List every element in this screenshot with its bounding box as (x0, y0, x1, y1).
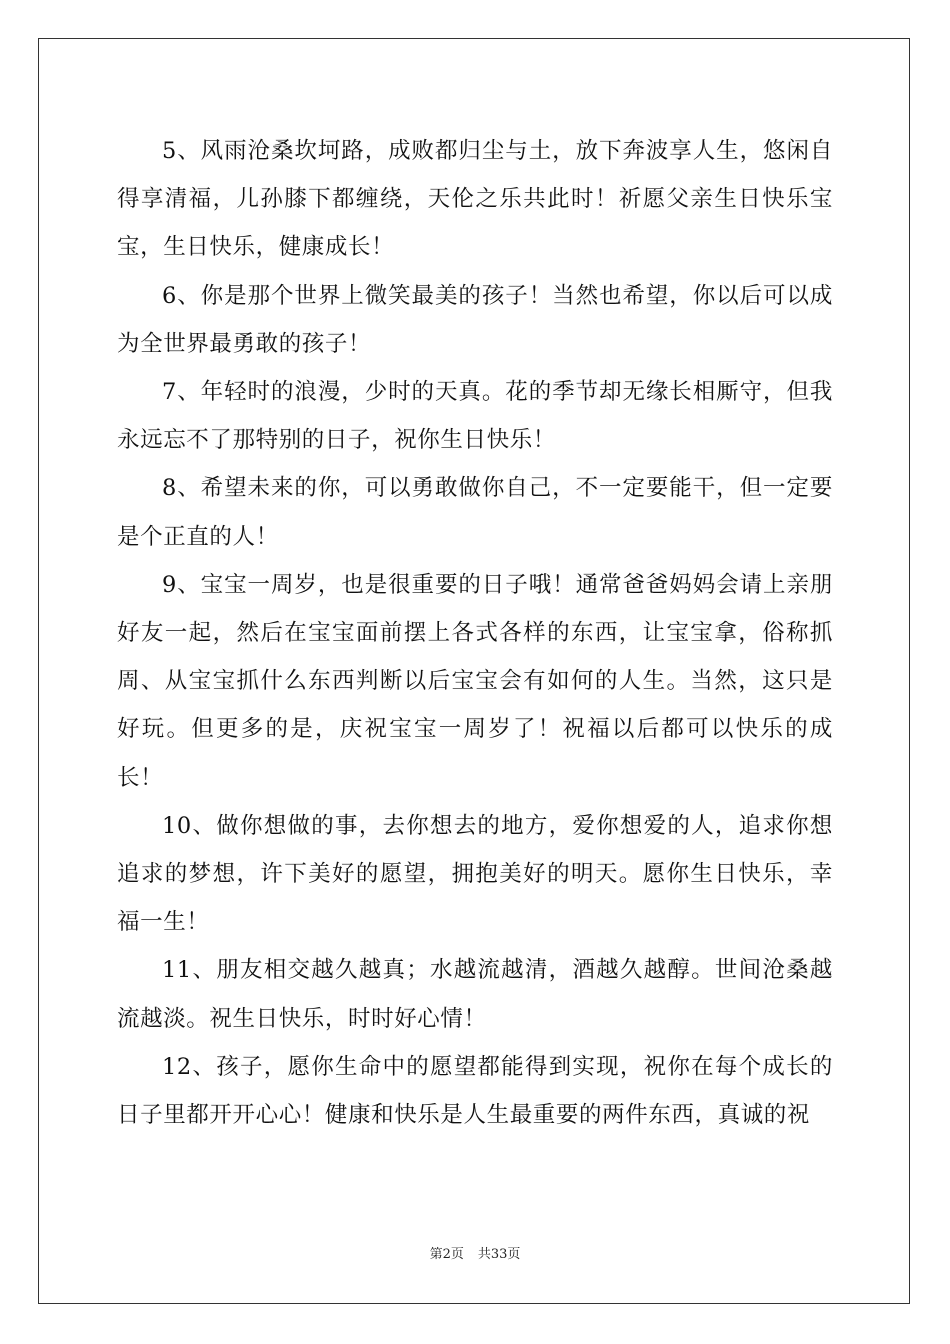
paragraph-11: 11、朋友相交越久越真；水越流越清，酒越久越醇。世间沧桑越流越淡。祝生日快乐，时时好心情！ (117, 957, 833, 1032)
paragraph-10: 10、做你想做的事，去你想去的地方，爱你想爱的人，追求你想追求的梦想，许下美好的愿望，拥抱美好的明天。愿你生日快乐，幸福一生！ (117, 812, 833, 936)
paragraph-8: 8、希望未来的你，可以勇敢做你自己，不一定要能干，但一定要是个正直的人！ (117, 475, 833, 550)
page-total: 共33页 (477, 1247, 521, 1262)
paragraph-6: 6、你是那个世界上微笑最美的孩子！当然也希望，你以后可以成为全世界最勇敢的孩子！ (117, 282, 833, 357)
paragraph-7: 7、年轻时的浪漫，少时的天真。花的季节却无缘长相厮守，但我永远忘不了那特别的日子，祝你生日快乐！ (117, 379, 833, 454)
paragraph-12: 12、孩子，愿你生命中的愿望都能得到实现，祝你在每个成长的日子里都开开心心！健康和快乐是人生最重要的两件东西，真诚的祝 (117, 1053, 833, 1129)
page-number: 第2页 (429, 1247, 464, 1262)
paragraph-5: 5、风雨沧桑坎坷路，成败都归尘与土，放下奔波享人生，悠闲自得享清福，儿孙膝下都缠绕，天伦之乐共此时！祈愿父亲生日快乐宝宝，生日快乐，健康成长！ (117, 138, 833, 261)
page-footer (0, 1246, 950, 1264)
paragraph-9: 9、宝宝一周岁，也是很重要的日子哦！通常爸爸妈妈会请上亲朋好友一起，然后在宝宝面前摆上各式各样的东西，让宝宝拿，俗称抓周、从宝宝抓什么东西判断以后宝宝会有如何的人生。当然，这只是好玩。但更多的是，庆祝宝宝一周岁了！祝福以后都可以快乐的成长！ (117, 571, 833, 791)
document-body (117, 127, 833, 1139)
